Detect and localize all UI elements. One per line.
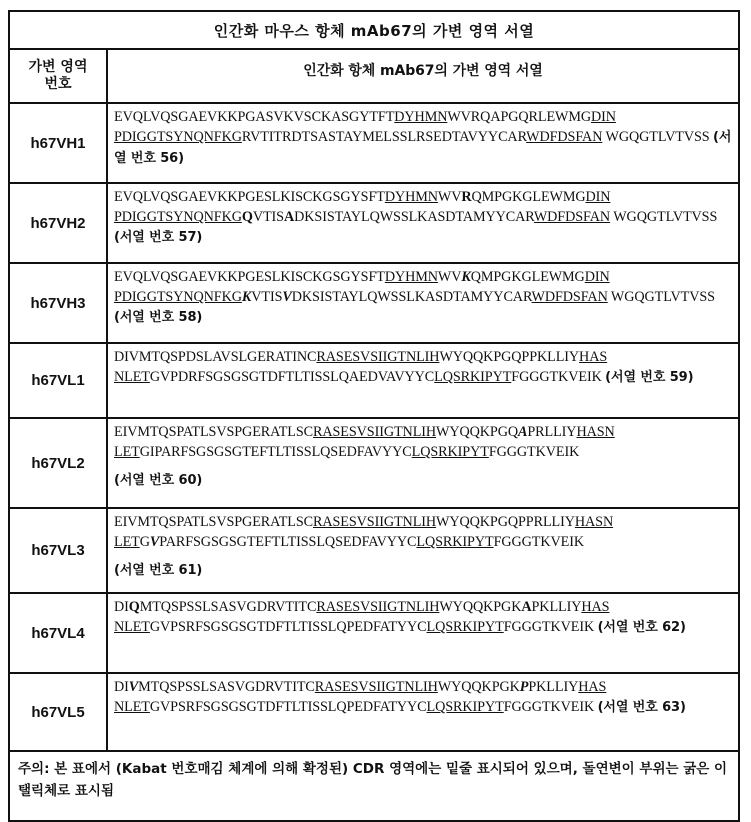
cdr-segment: HASN LET (114, 514, 614, 550)
spacer (114, 552, 732, 560)
framework-segment: WV (437, 189, 462, 205)
framework-segment: FGGGTKVEIK (503, 619, 598, 635)
cdr-segment: HASN LET (114, 424, 615, 460)
cdr-segment: DIN PDIGGTSYNQNFKG (114, 109, 616, 145)
framework-segment: DI (114, 679, 129, 695)
framework-segment: VTIS (251, 289, 283, 305)
sequence-id: (서열 번호 63) (597, 700, 686, 715)
mutation-residue: V (128, 679, 139, 695)
sequence-cell (108, 419, 738, 507)
framework-segment: WGQGTLVTVSS (607, 289, 715, 305)
sequence-id: (서열 번호 62) (597, 620, 686, 635)
sequence-id: (서열 번호 58) (114, 310, 203, 325)
framework-segment: PKLLIY (528, 679, 579, 695)
mutation-residue: K (461, 269, 471, 285)
sequence-cell (108, 594, 738, 672)
cdr-segment: RASESVSIIGTNLIH (314, 679, 438, 695)
table-footnote: 주의: 본 표에서 (Kabat 번호매김 체계에 의해 확정된) CDR 영역에는 밑줄 표시되어 있으며, 돌연변이 부위는 굵은 이탤릭체로 표시됨 (18, 761, 728, 799)
framework-segment: EVQLVQSGAEVKKPGASVKVSCKASGYTFT (114, 109, 395, 125)
table-title: 인간화 마우스 항체 mAb67의 가변 영역 서열 (10, 12, 738, 50)
cdr-segment: LQSRKIPYT (416, 534, 494, 550)
sequence-id: (서열 번호 59) (605, 370, 694, 385)
table-row (10, 264, 738, 344)
framework-segment: PARFSGSGSGTEFTLTISSLQSEDFAVYYC (159, 534, 417, 550)
mutation-residue: Q (241, 209, 253, 225)
sequence-id: (서열 번호 60) (114, 473, 203, 488)
table-row (10, 419, 738, 509)
sequence-cell (108, 674, 738, 750)
mutation-residue: V (282, 289, 292, 305)
cdr-segment: LQSRKIPYT (411, 444, 489, 460)
header-sequence: 인간화 항체 mAb67의 가변 영역 서열 (303, 62, 543, 79)
header-row (10, 50, 738, 104)
framework-segment: DI (114, 599, 129, 615)
sequence-cell (108, 184, 738, 262)
framework-segment: G (139, 534, 150, 550)
mutation-residue: A (283, 209, 295, 225)
spacer (114, 462, 732, 470)
region-label: h67VL2 (10, 419, 108, 507)
cdr-segment: DYHMN (394, 109, 448, 125)
mutation-residue: P (519, 679, 529, 695)
mutation-residue: V (149, 534, 160, 550)
framework-segment: GVPSRFSGSGSGTDFTLTISSLQPEDFATYYC (149, 699, 427, 715)
framework-segment: WYQQKPGK (439, 599, 522, 615)
cdr-segment: LQSRKIPYT (434, 369, 512, 385)
cdr-segment: HAS NLET (114, 679, 607, 715)
framework-segment: WV (437, 269, 462, 285)
framework-segment: VTIS (252, 209, 284, 225)
framework-segment: GVPDRFSGSGSGTDFTLTISSLQAEDVAVYYC (149, 369, 435, 385)
framework-segment: WYQQKPGQPPRLLIY (436, 514, 575, 530)
framework-segment: WVRQAPGQRLEWMG (447, 109, 591, 125)
region-label: h67VL3 (10, 509, 108, 592)
framework-segment: GVPSRFSGSGSGTDFTLTISSLQPEDFATYYC (149, 619, 427, 635)
cdr-segment: WDFDSFAN (526, 129, 603, 145)
cdr-segment: DIN PDIGGTSYNQNFKG (114, 189, 611, 225)
cdr-segment: DYHMN (384, 189, 438, 205)
framework-segment: EIVMTQSPATLSVSPGERATLSC (114, 424, 313, 440)
header-region-number: 가변 영역 번호 (10, 50, 108, 102)
cdr-segment: RASESVSIIGTNLIH (313, 424, 437, 440)
cdr-segment: HAS NLET (114, 349, 608, 385)
framework-segment: FGGGTKVEIK (503, 699, 598, 715)
framework-segment: MTQSPSSLSASVGDRVTITC (138, 679, 315, 695)
framework-segment: FGGGTKVEIK (511, 369, 606, 385)
sequence-id: (서열 번호 57) (114, 230, 203, 245)
framework-segment: WYQQKPGQ (436, 424, 519, 440)
region-label: h67VH2 (10, 184, 108, 262)
cdr-segment: RASESVSIIGTNLIH (316, 349, 440, 365)
framework-segment: WYQQKPGQPPKLLIY (439, 349, 580, 365)
sequence-cell (108, 264, 738, 342)
framework-segment: WYQQKPGK (437, 679, 520, 695)
framework-segment: QMPGKGLEWMG (471, 189, 586, 205)
cdr-segment: WDFDSFAN (533, 209, 611, 225)
framework-segment: PRLLIY (527, 424, 577, 440)
table-row (10, 104, 738, 184)
cdr-segment: RASESVSIIGTNLIH (313, 514, 437, 530)
framework-segment: EVQLVQSGAEVKKPGESLKISCKGSGYSFT (114, 269, 385, 285)
mutation-residue: Q (128, 599, 140, 615)
table-row (10, 344, 738, 419)
cdr-segment: WDFDSFAN (531, 289, 608, 305)
framework-segment: DIVMTQSPDSLAVSLGERATINC (114, 349, 317, 365)
table-row (10, 674, 738, 752)
framework-segment: DKSISTAYLQWSSLKASDTAMYYCAR (294, 209, 534, 225)
mutation-residue: A (518, 424, 528, 440)
framework-segment: EIVMTQSPATLSVSPGERATLSC (114, 514, 313, 530)
mutation-residue: K (241, 289, 252, 305)
cdr-segment: LQSRKIPYT (426, 699, 504, 715)
region-label: h67VH1 (10, 104, 108, 182)
table-row (10, 594, 738, 674)
framework-segment: DKSISTAYLQWSSLKASDTAMYYCAR (291, 289, 532, 305)
sequence-cell (108, 104, 738, 182)
cdr-segment: DIN PDIGGTSYNQNFKG (114, 269, 610, 305)
framework-segment: GIPARFSGSGSGTEFTLTISSLQSEDFAVYYC (139, 444, 412, 460)
sequence-id: (서열 번호 61) (114, 563, 203, 578)
table-row (10, 184, 738, 264)
region-label: h67VL4 (10, 594, 108, 672)
cdr-segment: RASESVSIIGTNLIH (316, 599, 440, 615)
framework-segment: PKLLIY (531, 599, 582, 615)
cdr-segment: LQSRKIPYT (426, 619, 504, 635)
region-label: h67VL5 (10, 674, 108, 750)
framework-segment: QMPGKGLEWMG (470, 269, 585, 285)
cdr-segment: HAS NLET (114, 599, 610, 635)
framework-segment: MTQSPSSLSASVGDRVTITC (139, 599, 317, 615)
table-row (10, 509, 738, 594)
sequence-table (8, 10, 740, 822)
sequence-cell (108, 344, 738, 417)
framework-segment: FGGGTKVEIK (493, 534, 584, 550)
mutation-residue: R (461, 189, 472, 205)
framework-segment: WGQGTLVTVSS (610, 209, 718, 225)
region-label: h67VL1 (10, 344, 108, 417)
framework-segment: EVQLVQSGAEVKKPGESLKISCKGSGYSFT (114, 189, 385, 205)
region-label: h67VH3 (10, 264, 108, 342)
mutation-residue: A (521, 599, 532, 615)
table-body (10, 104, 738, 752)
cdr-segment: DYHMN (384, 269, 438, 285)
sequence-cell (108, 509, 738, 592)
framework-segment: WGQGTLVTVSS (602, 129, 713, 145)
sequence-id: (서열 번호 56) (114, 130, 732, 166)
framework-segment: FGGGTKVEIK (488, 444, 580, 460)
framework-segment: RVTITRDTSASTAYMELSSLRSEDTAVYYCAR (241, 129, 527, 145)
